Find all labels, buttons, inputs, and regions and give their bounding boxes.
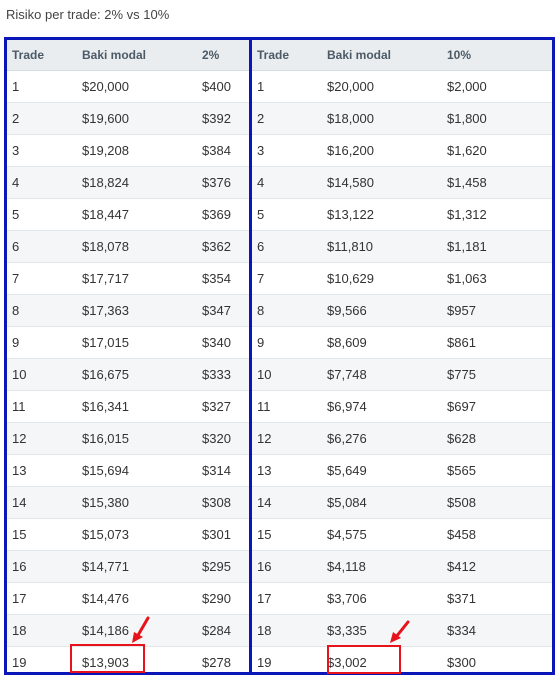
trade-number-cell: 4 [252,167,322,199]
header-baki-modal: Baki modal [322,40,442,71]
header-row [7,40,249,71]
trade-number-cell: 11 [252,391,322,423]
table-row [252,583,552,615]
risk-amount-cell: $1,620 [442,135,552,167]
baki-modal-cell: $18,824 [77,167,197,199]
baki-modal-cell: $19,208 [77,135,197,167]
trade-number-cell: 16 [7,551,77,583]
baki-modal-cell: $11,810 [322,231,442,263]
risk-amount-cell: $301 [197,519,249,551]
table-10-percent [252,40,552,678]
trade-number-cell: 1 [252,71,322,103]
baki-modal-cell: $3,335 [322,615,442,647]
table-2-percent-frame [4,37,252,675]
table-row [252,359,552,391]
baki-modal-cell: $9,566 [322,295,442,327]
baki-modal-cell: $14,186 [77,615,197,647]
table-row [252,487,552,519]
risk-amount-cell: $412 [442,551,552,583]
risk-amount-cell: $333 [197,359,249,391]
baki-modal-cell: $20,000 [77,71,197,103]
table-row [252,423,552,455]
risk-amount-cell: $458 [442,519,552,551]
baki-modal-cell: $20,000 [322,71,442,103]
baki-modal-cell: $18,078 [77,231,197,263]
risk-amount-cell: $1,312 [442,199,552,231]
table-row [7,199,249,231]
table-row [252,455,552,487]
baki-modal-cell: $5,649 [322,455,442,487]
baki-modal-cell: $3,002 [327,655,367,670]
trade-number-cell: 18 [7,615,77,647]
risk-amount-cell: $376 [197,167,249,199]
table-row [252,71,552,103]
trade-number-cell: 2 [252,103,322,135]
table-10-percent-frame [249,37,555,675]
table-row [7,327,249,359]
risk-amount-cell: $314 [197,455,249,487]
table-row [252,551,552,583]
risk-amount-cell: $327 [197,391,249,423]
trade-number-cell: 17 [252,583,322,615]
risk-amount-cell: $284 [197,615,249,647]
table-caption: Risiko per trade: 2% vs 10% [6,7,170,22]
risk-amount-cell: $334 [442,615,552,647]
trade-number-cell: 12 [252,423,322,455]
risk-amount-cell: $369 [197,199,249,231]
risk-amount-cell: $347 [197,295,249,327]
risk-amount-cell: $508 [442,487,552,519]
trade-number-cell: 13 [7,455,77,487]
trade-number-cell: 14 [7,487,77,519]
risk-amount-cell: $565 [442,455,552,487]
baki-modal-cell: $18,447 [77,199,197,231]
table-row [252,167,552,199]
risk-amount-cell: $362 [197,231,249,263]
table-row [7,167,249,199]
trade-number-cell: 3 [7,135,77,167]
table-row [7,583,249,615]
trade-number-cell: 6 [7,231,77,263]
baki-modal-cell: $4,118 [322,551,442,583]
risk-amount-cell: $320 [197,423,249,455]
trade-number-cell: 5 [7,199,77,231]
risk-amount-cell: $957 [442,295,552,327]
trade-number-cell: 17 [7,583,77,615]
table-row [7,615,249,647]
header-trade: Trade [7,40,77,71]
trade-number-cell: 4 [7,167,77,199]
header-risk-2-percent: 2% [197,40,249,71]
risk-amount-cell: $775 [442,359,552,391]
risk-amount-cell: $340 [197,327,249,359]
risk-amount-cell: $354 [197,263,249,295]
trade-number-cell: 1 [7,71,77,103]
table-row [7,519,249,551]
baki-modal-cell: $6,974 [322,391,442,423]
baki-modal-cell: $16,015 [77,423,197,455]
table-row [7,423,249,455]
risk-amount-cell: $384 [197,135,249,167]
risk-amount-cell: $300 [447,655,476,670]
trade-number-cell: 19 [12,655,27,670]
table-row [252,327,552,359]
trade-number-cell: 10 [7,359,77,391]
trade-number-cell: 15 [7,519,77,551]
table-row [7,135,249,167]
trade-number-cell: 8 [7,295,77,327]
baki-modal-cell: $7,748 [322,359,442,391]
trade-number-cell: 11 [7,391,77,423]
trade-number-cell: 7 [252,263,322,295]
table-row [252,391,552,423]
baki-modal-cell: $17,363 [77,295,197,327]
risk-amount-cell: $1,800 [442,103,552,135]
table-row [252,647,552,679]
risk-amount-cell: $295 [197,551,249,583]
table-2-percent [7,40,249,678]
risk-amount-cell: $290 [197,583,249,615]
risk-amount-cell: $400 [197,71,249,103]
trade-number-cell: 2 [7,103,77,135]
trade-number-cell: 15 [252,519,322,551]
risk-amount-cell: $2,000 [442,71,552,103]
trade-number-cell: 10 [252,359,322,391]
table-row [7,231,249,263]
table-row [252,199,552,231]
table-row [252,295,552,327]
table-row [7,391,249,423]
table-row [7,263,249,295]
baki-modal-cell: $14,771 [77,551,197,583]
table-row [252,519,552,551]
baki-modal-cell: $19,600 [77,103,197,135]
baki-modal-cell: $15,073 [77,519,197,551]
table-row [7,71,249,103]
baki-modal-cell: $8,609 [322,327,442,359]
trade-number-cell: 9 [252,327,322,359]
trade-number-cell: 8 [252,295,322,327]
trade-number-cell: 7 [7,263,77,295]
table-row [7,359,249,391]
baki-modal-cell: $14,580 [322,167,442,199]
table-row [252,263,552,295]
table-row [252,135,552,167]
trade-number-cell: 12 [7,423,77,455]
trade-number-cell: 3 [252,135,322,167]
baki-modal-cell: $17,015 [77,327,197,359]
risk-amount-cell: $392 [197,103,249,135]
trade-number-cell: 16 [252,551,322,583]
trade-number-cell: 6 [252,231,322,263]
trade-number-cell: 9 [7,327,77,359]
baki-modal-cell: $17,717 [77,263,197,295]
trade-number-cell: 13 [252,455,322,487]
risk-amount-cell: $371 [442,583,552,615]
risk-amount-cell: $278 [202,655,231,670]
trade-number-cell: 19 [257,655,272,670]
table-row [252,103,552,135]
baki-modal-cell: $15,694 [77,455,197,487]
header-baki-modal: Baki modal [77,40,197,71]
table-row [252,231,552,263]
risk-amount-cell: $1,181 [442,231,552,263]
baki-modal-cell: $3,706 [322,583,442,615]
table-row [7,551,249,583]
baki-modal-cell: $18,000 [322,103,442,135]
baki-modal-cell: $5,084 [322,487,442,519]
highlight-box-2-percent [70,644,145,673]
trade-number-cell: 14 [252,487,322,519]
baki-modal-cell: $16,200 [322,135,442,167]
risk-amount-cell: $1,458 [442,167,552,199]
risk-amount-cell: $1,063 [442,263,552,295]
header-risk-10-percent: 10% [442,40,552,71]
baki-modal-cell: $16,675 [77,359,197,391]
trade-number-cell: 5 [252,199,322,231]
table-row [7,487,249,519]
baki-modal-cell: $15,380 [77,487,197,519]
highlight-box-10-percent [327,645,401,674]
arrow-icon-10-percent [388,619,412,645]
risk-amount-cell: $308 [197,487,249,519]
header-trade: Trade [252,40,322,71]
baki-modal-cell: $6,276 [322,423,442,455]
baki-modal-cell: $4,575 [322,519,442,551]
baki-modal-cell: $13,122 [322,199,442,231]
baki-modal-cell: $10,629 [322,263,442,295]
risk-amount-cell: $628 [442,423,552,455]
header-row [252,40,552,71]
arrow-icon-2-percent [130,615,152,645]
table-row [7,455,249,487]
trade-number-cell: 18 [252,615,322,647]
baki-modal-cell: $16,341 [77,391,197,423]
baki-modal-cell: $14,476 [77,583,197,615]
risk-amount-cell: $861 [442,327,552,359]
table-row [7,103,249,135]
baki-modal-cell: $13,903 [82,655,129,670]
table-row [7,295,249,327]
risk-amount-cell: $697 [442,391,552,423]
